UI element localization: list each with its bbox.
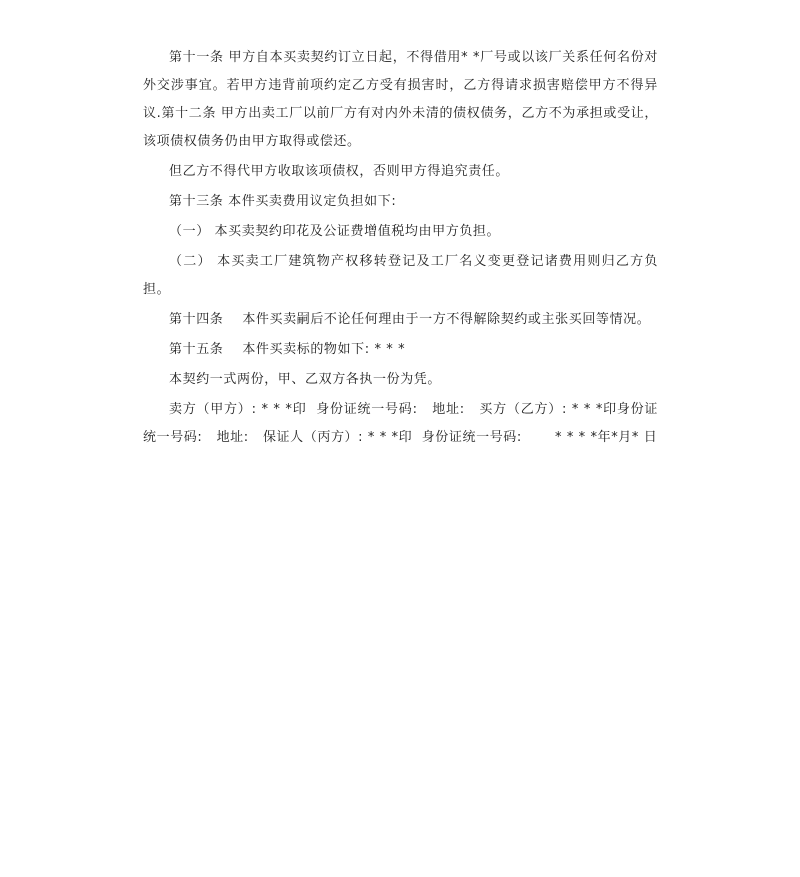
clause-14: 第十四条 本件买卖嗣后不论任何理由于一方不得解除契约或主张买回等情况。 — [169, 312, 651, 327]
clause-12-continued: 但乙方不得代甲方收取该项债权，否则甲方得追究责任。 — [169, 164, 510, 179]
clause-13: 第十三条 本件买卖费用议定负担如下: — [169, 194, 397, 209]
clause-15: 第十五条 本件买卖标的物如下: * * * — [169, 342, 406, 357]
copies-statement: 本契约一式两份，甲、乙双方各执一份为凭。 — [169, 372, 442, 387]
document-body — [143, 44, 658, 452]
clause-11-12: 第十一条 甲方自本买卖契约订立日起，不得借用* *厂号或以该厂关系任何名份对外交涉事宜。若甲方违背前项约定乙方受有损害时，乙方得请求损害赔偿甲方不得异议.第十二条 甲方出卖工厂以前厂方有对内外未清的债权债务，乙方不为承担或受让，该项债权债务仍由甲方取得或偿还。 — [143, 50, 658, 149]
clause-13-item-1: （一） 本买卖契约印花及公证费增值税均由甲方负担。 — [169, 224, 501, 239]
signature-block: 卖方（甲方）: * * *印 身份证统一号码: 地址: 买方（乙方）: * * *印身份证统一号码: 地址: 保证人（丙方）: * * *印 身份证统一号码: * * * *年*月* 日 — [143, 402, 658, 445]
clause-13-item-2: （二） 本买卖工厂建筑物产权移转登记及工厂名义变更登记诸费用则归乙方负担。 — [143, 254, 658, 297]
